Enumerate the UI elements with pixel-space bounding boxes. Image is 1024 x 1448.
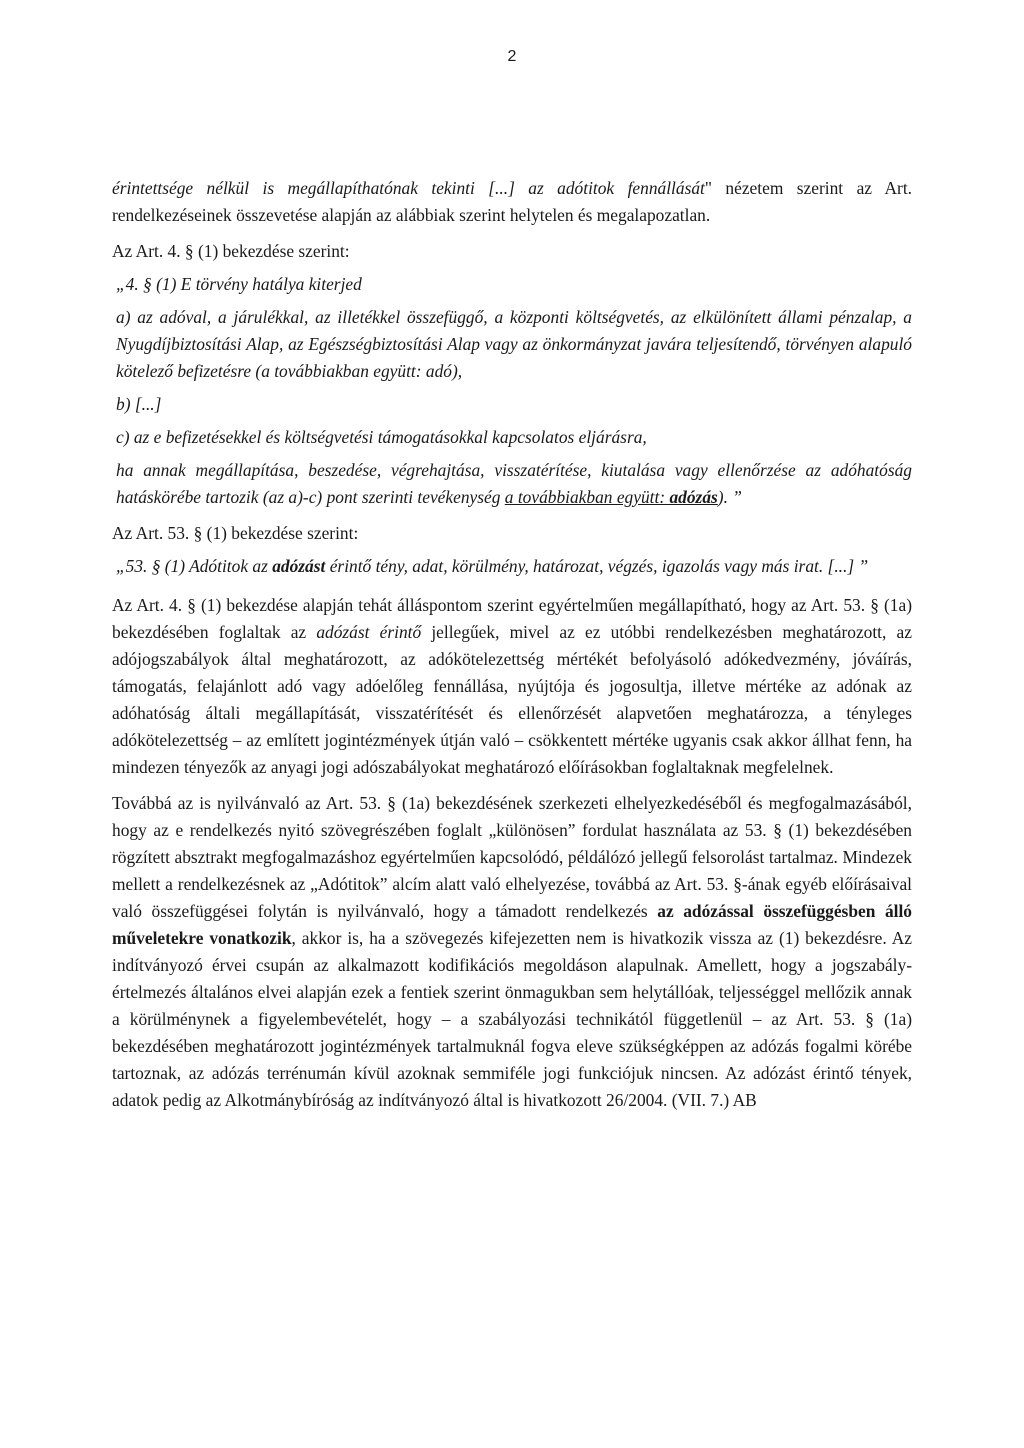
paragraph-art4-heading: Az Art. 4. § (1) bekezdése szerint:	[112, 241, 350, 261]
italic-quote: érintettsége nélkül is megállapíthatónak tekinti [...] az adótitok fennállását	[112, 178, 705, 198]
quote-art4-point-a	[112, 304, 912, 385]
paragraph-conclusion	[112, 790, 912, 1114]
quote-art4-intro	[112, 271, 912, 298]
quote-text: a) az adóval, a járulékkal, az illetékkel összefüggő, a központi költségvetés, az elkülönített állami pénzalap, a Nyugdíjbiztosítási Alap, az Egészségbiztosítási Alap vagy az önkormányzat javára teljesítendő, törvényen alapuló kötelező befizetésre (a továbbiakban együtt: adó),	[116, 307, 912, 381]
paragraph-text: jellegűek, mivel az ez utóbbi rendelkezésben meghatározott, az adójogszabályok által meghatározott, az adókötelezettség mértékét befolyásoló adókedvezmény, jóváírás, támogatás, felajánlott adó vagy adóelőleg fennállása, nyújtója és jogosultja, illetve mértéke az adónak az adóhatóság általi megállapítását, visszatérítését és ellenőrzését alapvetően meghatározza, a tényleges adókötelezettség – az említett jogintézmények útján való – csökkentett mértéke ugyanis csak akkor állhat fenn, ha mindezen tényezők az anyagi jogi adószabályokat meghatározó előírásokban foglaltaknak megfelelnek.	[112, 622, 912, 777]
paragraph-text: " nézetem szerint az Art. rendelkezéseinek összevetése alapján az alábbiak szerint helytelen és megalapozatlan.	[112, 178, 913, 225]
page-number: 2	[507, 48, 517, 65]
quote-text: c) az e befizetésekkel és költségvetési támogatásokkal kapcsolatos eljárásra,	[116, 427, 647, 447]
quote-text-end: ). ”	[717, 487, 742, 507]
quote-text	[116, 556, 868, 576]
quote-text-end: érintő tény, adat, körülmény, határozat, végzés, igazolás vagy más irat. [...] ”	[325, 556, 869, 576]
paragraph-text: , akkor is, ha a szövegezés kifejezetten nem is hivatkozik vissza az (1) bekezdésre. Az indítványozó érvei csupán az alkalmazott kodifikációs megoldáson alapulnak. Amellett, hogy a jogszabály-értelmezés általános elvei alapján ezek a fentiek szerint önmagukban sem helytállóak, teljességgel mellőzik annak a körülménynek a figyelembevételét, hogy – a szabályozási technikától függetlenül – az Art. 53. § (1a) bekezdésében meghatározott jogintézmények tartalmuknál fogva eleve szükségképpen az adózás fogalmi körébe tartoznak, az adózás terrénumán kívül azoknak semmiféle jogi funkciójuk nincsen. Az adózást érintő tények, adatok pedig az Alkotmánybíróság az indítványozó által is hivatkozott 26/2004. (VII. 7.) AB	[112, 928, 913, 1110]
paragraph-text: Az Art. 4. § (1) bekezdése alapján tehát álláspontom szerint egyértelműen megállapítható, hogy az Art. 53. § (1a) bekezdésében foglaltak az	[112, 595, 912, 642]
paragraph-intro	[112, 175, 912, 229]
quote-text-main: ha annak megállapítása, beszedése, végrehajtása, visszatérítése, kiutalása vagy ellenőrzése az adóhatóság hatáskörébe tartozik (az a)-c) pont szerinti tevékenység	[116, 460, 912, 507]
quote-art53	[112, 553, 912, 580]
underlined-bold-text: adózás	[669, 487, 718, 507]
quote-art4-closing	[112, 457, 912, 511]
paragraph-art53-heading: Az Art. 53. § (1) bekezdése szerint:	[112, 523, 359, 543]
document-body	[112, 175, 912, 1114]
italic-text: adózást érintő	[316, 622, 422, 642]
quote-text: „4. § (1) E törvény hatálya kiterjed	[116, 274, 362, 294]
quote-text-start: „53. § (1) Adótitok az	[116, 556, 273, 576]
paragraph-text: Továbbá az is nyilvánvaló az Art. 53. § (1a) bekezdésének szerkezeti elhelyezkedéséből és megfogalmazásából, hogy az e rendelkezés nyitó szövegrészében foglalt „különösen” fordulat használata az 53. § (1) bekezdésében rögzített absztrakt megfogalmazáshoz egyértelműen kapcsolódó, példálózó jellegű felsorolást tartalmaz. Mindezek mellett a rendelkezésnek az „Adótitok” alcím alatt való elhelyezése, továbbá az Art. 53. §-ának egyéb előírásaival való összefüggései folytán is nyilvánvaló, hogy a támadott rendelkezés	[112, 793, 912, 921]
bold-text: az adózással összefüggésben álló műveletekre vonatkozik	[112, 901, 912, 948]
bold-text: adózást	[272, 556, 326, 576]
quote-art4-point-b	[112, 391, 912, 418]
underlined-text: a továbbiakban együtt:	[504, 487, 670, 507]
quote-text	[116, 460, 912, 507]
quote-art4-point-c	[112, 424, 912, 451]
paragraph-analysis	[112, 592, 912, 781]
quote-text: b) [...]	[116, 394, 162, 414]
